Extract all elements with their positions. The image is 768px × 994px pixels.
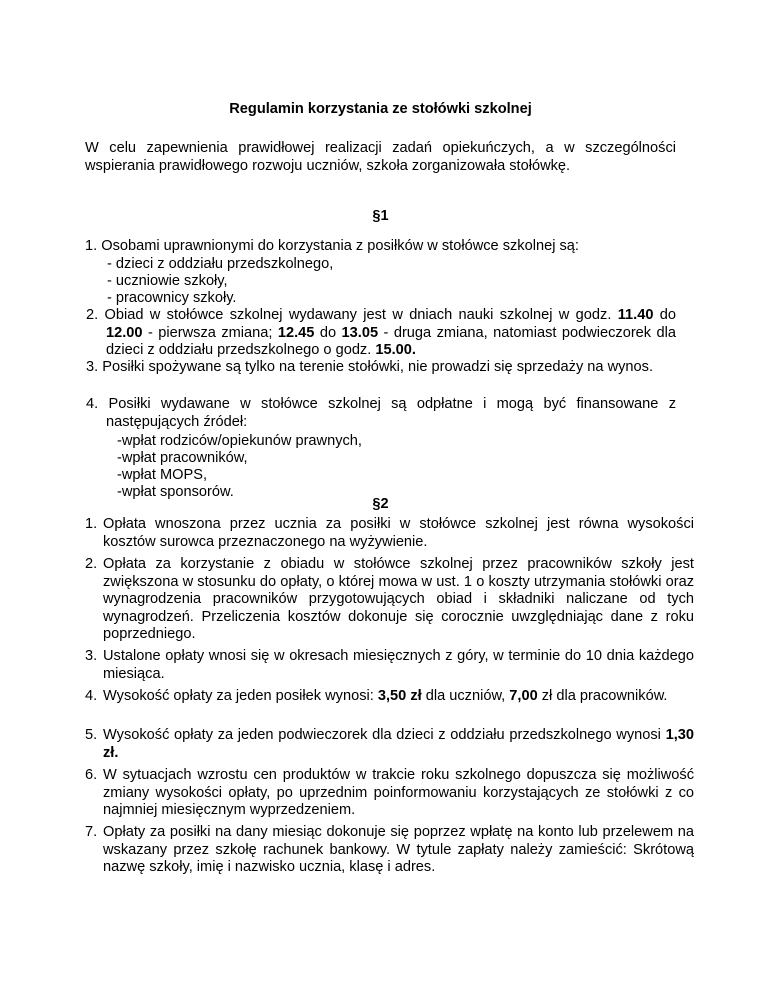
- section-2-heading: §2: [372, 496, 389, 512]
- section-1-heading: §1: [372, 208, 389, 224]
- s2-item-2: 2. Opłata za korzystanie z obiadu w stołówce szkolnej przez pracowników szkoły jest zwiększona w stosunku do opłaty, o której mowa w ust. 1 o koszty utrzymania stołówki oraz wynagrodzenia pracowników przygotowujących obiad i składniki naliczane od tych wynagrodzeń. Przeliczenia kosztów dokonuje się corocznie uwzględniając dane z roku poprzedniego.: [85, 556, 694, 643]
- s2-item-5: 5. Wysokość opłaty za jeden podwieczorek dla dzieci z oddziału przedszkolnego wynosi 1,30 zł.: [85, 727, 694, 761]
- s2-item-1: 1. Opłata wnoszona przez ucznia za posiłki w stołówce szkolnej jest równa wysokości kosztów surowca przeznaczonego na wyżywienie.: [85, 516, 694, 550]
- s2-item-6: 6. W sytuacjach wzrostu cen produktów w trakcie roku szkolnego dopuszcza się możliwość zmiany wysokości opłaty, po uprzednim poinformowaniu korzystających ze stołówki z co najmniej miesięcznym wyprzedzeniem.: [85, 767, 694, 819]
- s1-list-item: - dzieci z oddziału przedszkolnego,: [107, 256, 334, 272]
- s2-item-4: 4. Wysokość opłaty za jeden posiłek wynosi: 3,50 zł dla uczniów, 7,00 zł dla pracowników.: [85, 688, 668, 704]
- s1-list-item: - pracownicy szkoły.: [107, 290, 237, 306]
- s1-paragraph-4: 4. Posiłki wydawane w stołówce szkolnej są odpłatne i mogą być finansowane z następujących źródeł:: [86, 396, 676, 430]
- s1-paragraph-1: 1. Osobami uprawnionymi do korzystania z posiłków w stołówce szkolnej są:: [85, 238, 579, 254]
- s1-list-item: -wpłat pracowników,: [117, 450, 248, 466]
- document-title: Regulamin korzystania ze stołówki szkolnej: [229, 101, 532, 117]
- s1-list-item: -wpłat sponsorów.: [117, 484, 234, 500]
- s1-paragraph-2: 2. Obiad w stołówce szkolnej wydawany jest w dniach nauki szkolnej w godz. 11.40 do 12.00 - pierwsza zmiana; 12.45 do 13.05 - druga zmiana, natomiast podwieczorek dla dzieci z oddziału przedszkolnego o godz. 15.00.: [86, 307, 677, 359]
- intro-paragraph: W celu zapewnienia prawidłowej realizacji zadań opiekuńczych, a w szczególności wspierania prawidłowego rozwoju uczniów, szkoła zorganizowała stołówkę.: [85, 140, 676, 174]
- s1-list-item: -wpłat MOPS,: [117, 467, 208, 483]
- s1-list-item: - uczniowie szkoły,: [107, 273, 228, 289]
- s2-item-3: 3. Ustalone opłaty wnosi się w okresach miesięcznych z góry, w terminie do 10 dnia każdego miesiąca.: [85, 648, 694, 682]
- s1-list-item: -wpłat rodziców/opiekunów prawnych,: [117, 433, 362, 449]
- s1-paragraph-3: 3. Posiłki spożywane są tylko na terenie stołówki, nie prowadzi się sprzedaży na wynos.: [86, 359, 653, 375]
- s2-item-7: 7. Opłaty za posiłki na dany miesiąc dokonuje się poprzez wpłatę na konto lub przelewem na wskazany przez szkołę rachunek bankowy. W tytule zapłaty należy zamieścić: Skrótową nazwę szkoły, imię i nazwisko ucznia, klasę i adres.: [85, 824, 694, 876]
